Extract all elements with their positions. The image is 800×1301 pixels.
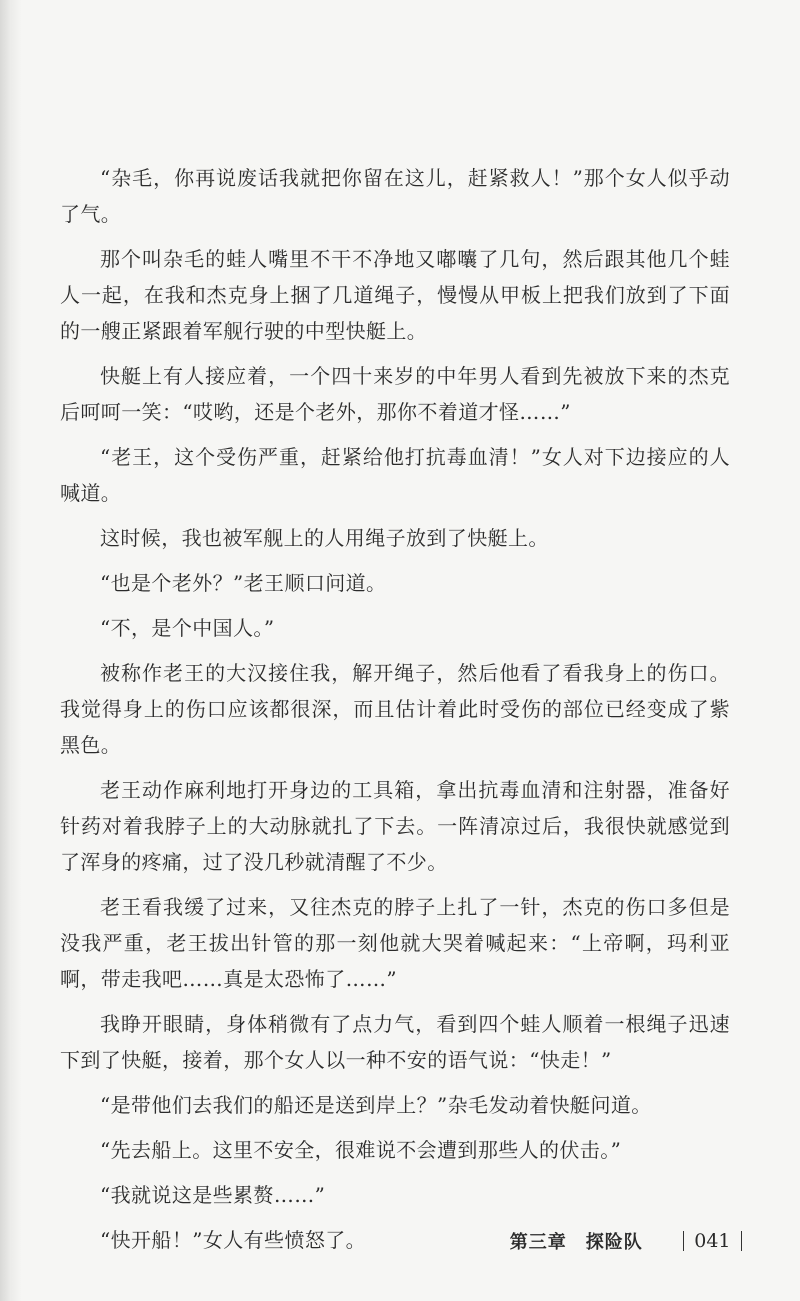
footer-divider <box>741 1231 743 1251</box>
paragraph: “杂毛，你再说废话我就把你留在这儿，赶紧救人！”那个女人似乎动了气。 <box>60 166 730 226</box>
footer-divider <box>683 1231 685 1251</box>
paragraph: “不，是个中国人。” <box>100 616 275 640</box>
paragraph: 老王看我缓了过来，又往杰克的脖子上扎了一针，杰克的伤口多但是没我严重，老王拔出针管的那一刻他就大哭着喊起来：“上帝啊，玛利亚啊，带走我吧……真是太恐怖了……” <box>60 895 730 991</box>
paragraph: 快艇上有人接应着，一个四十来岁的中年男人看到先被放下来的杰克后呵呵一笑：“哎哟，还是个老外，那你不着道才怪……” <box>60 364 730 424</box>
paragraph: “老王，这个受伤严重，赶紧给他打抗毒血清！”女人对下边接应的人喊道。 <box>60 445 730 505</box>
paragraph: 我睁开眼睛，身体稍微有了点力气，看到四个蛙人顺着一根绳子迅速下到了快艇，接着，那个女人以一种不安的语气说：“快走！” <box>60 1012 730 1072</box>
body-text <box>60 160 730 1267</box>
paragraph: 这时候，我也被军舰上的人用绳子放到了快艇上。 <box>100 526 549 550</box>
page-number: 041 <box>694 1230 731 1252</box>
chapter-title: 第三章 探险队 <box>509 1232 643 1253</box>
paragraph: “也是个老外？”老王顺口问道。 <box>100 571 387 595</box>
paragraph: 老王动作麻利地打开身边的工具箱，拿出抗毒血清和注射器，准备好针药对着我脖子上的大动脉就扎了下去。一阵清凉过后，我很快就感觉到了浑身的疼痛，过了没几秒就清醒了不少。 <box>60 778 730 874</box>
paragraph: “快开船！”女人有些愤怒了。 <box>100 1228 367 1252</box>
paragraph: 被称作老王的大汉接住我，解开绳子，然后他看了看我身上的伤口。我觉得身上的伤口应该都很深，而且估计着此时受伤的部位已经变成了紫黑色。 <box>60 661 730 757</box>
paragraph: 那个叫杂毛的蛙人嘴里不干不净地又嘟囔了几句，然后跟其他几个蛙人一起，在我和杰克身上捆了几道绳子，慢慢从甲板上把我们放到了下面的一艘正紧跟着军舰行驶的中型快艇上。 <box>60 247 730 343</box>
page-gutter-shadow <box>0 0 22 1301</box>
page-footer <box>510 1228 752 1254</box>
paragraph: “我就说这是些累赘……” <box>100 1183 326 1207</box>
paragraph: “先去船上。这里不安全，很难说不会遭到那些人的伏击。” <box>100 1138 622 1162</box>
paragraph: “是带他们去我们的船还是送到岸上？”杂毛发动着快艇问道。 <box>100 1093 652 1117</box>
